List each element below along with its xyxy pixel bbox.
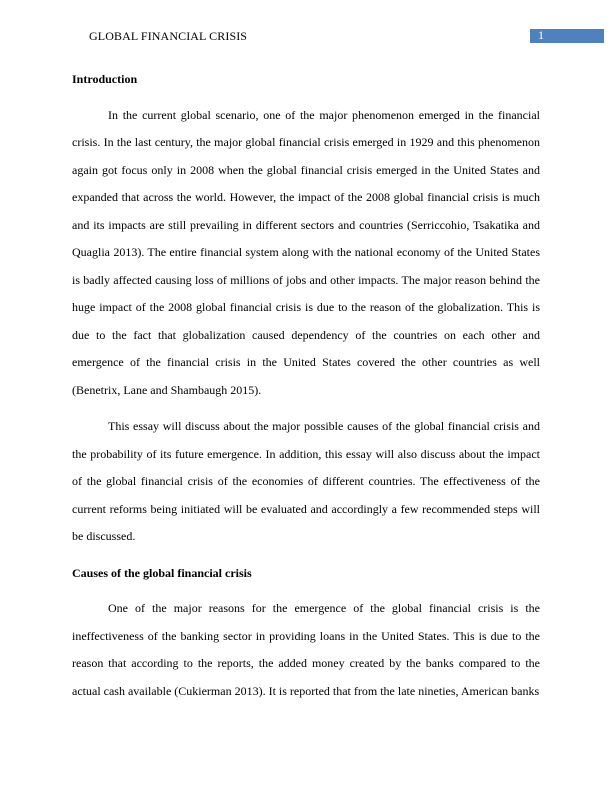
page-number-box bbox=[530, 29, 604, 43]
intro-paragraph-2: This essay will discuss about the major possible causes of the global financial crisis and the probability of its future emergence. In addition, this essay will also discuss about the impact of the global financial crisis of the economies of different countries. The effectiveness of the current reforms being initiated will be evaluated and accordingly a few recommended steps will be discussed. bbox=[72, 419, 540, 543]
causes-paragraph-1: One of the major reasons for the emergence of the global financial crisis is the ineffectiveness of the banking sector in providing loans in the United States. This is due to the reason that according to the reports, the added money created by the banks compared to the actual cash available (Cukierman 2013). It is reported that from the late nineties, American banks bbox=[72, 601, 540, 698]
running-header-title: GLOBAL FINANCIAL CRISIS bbox=[89, 29, 248, 43]
section-heading-introduction: Introduction bbox=[72, 72, 138, 86]
page-number: 1 bbox=[538, 28, 544, 42]
section-heading-causes: Causes of the global financial crisis bbox=[72, 565, 252, 580]
document-body bbox=[72, 66, 540, 705]
intro-paragraph-1: In the current global scenario, one of the major phenomenon emerged in the financial crisis. In the last century, the major global financial crisis emerged in 1929 and this phenomenon again got focus only in 2008 when the global financial crisis emerged in the United States and expanded that across the world. However, the impact of the 2008 global financial crisis is much and its impacts are still prevailing in different sectors and countries (Serriccohio, Tsakatika and Quaglia 2013). The entire financial system along with the national economy of the United States is badly affected causing loss of millions of jobs and other impacts. The major reason behind the huge impact of the 2008 global financial crisis is due to the reason of the globalization. This is due to the fact that globalization caused dependency of the countries on each other and emergence of the financial crisis in the United States covered the other countries as well (Benetrix, Lane and Shambaugh 2015). bbox=[72, 107, 540, 397]
